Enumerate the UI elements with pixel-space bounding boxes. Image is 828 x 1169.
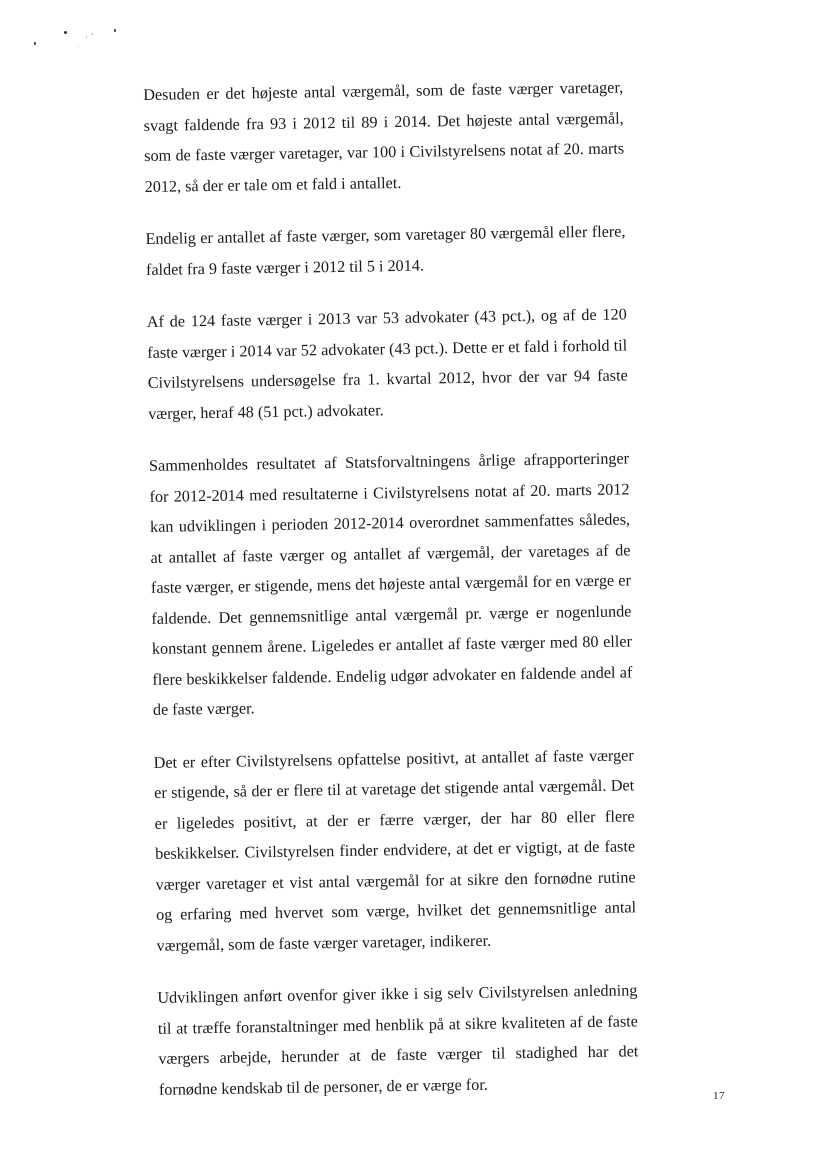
body-text xyxy=(143,72,639,1126)
scan-specks xyxy=(28,22,128,52)
scan-speck xyxy=(114,29,116,32)
scan-speck xyxy=(92,33,93,35)
paragraph: Endelig er antallet af faste værger, som varetager 80 værgemål eller flere, faldet fra 9 faste værger i 2012 til 5 i 2014. xyxy=(145,222,626,279)
paragraph: Af de 124 faste værger i 2013 var 53 advokater (43 pct.), og af de 120 faste værger i 2014 var 52 advokater (43 pct.). Dette er et fald i forhold til Civilstyrelsens undersøgelse fra 1. kvartal 2012, hvor der var 94 faste værger, heraf 48 (51 pct.) advokater. xyxy=(146,305,628,423)
scan-speck xyxy=(86,36,87,38)
scan-speck xyxy=(64,31,67,34)
paragraph: Det er efter Civilstyrelsens opfattelse positivt, at antallet af faste værger er stigende, så der er flere til at varetage det stigende antal værgemål. Det er ligeledes positivt, at der er færre værger, der har 80 eller flere beskikkelser. Civilstyrelsen finder endvidere, at det er vigtigt, at de faste værger varetager et vist antal værgemål for at sikre den fornødne rutine og erfaring med hvervet som værge, hvilket det gennemsnitlige antal værgemål, som de faste værger varetager, indikerer. xyxy=(153,745,637,955)
paragraph: Sammenholdes resultatet af Statsforvaltningens årlige afrapporteringer for 2012-2014 med resultaterne i Civilstyrelsens notat af 20. marts 2012 kan udviklingen i perioden 2012-2014 overordnet sammenfattes således, at antallet af faste værger og antallet af værgemål, der varetages af de faste værger, er stigende, mens det højeste antal værgemål for en værge er faldende. Det gennemsnitlige antal værgemål pr. værge er nogenlunde konstant gennem årene. Ligeledes er antallet af faste værger med 80 eller flere beskikkelser faldende. Endelig udgør advokater en faldende andel af de faste værger. xyxy=(148,449,633,719)
paragraph: Desuden er det højeste antal værgemål, som de faste værger varetager, svagt faldende fra 93 i 2012 til 89 i 2014. Det højeste antal værgemål, som de faste værger varetager, var 100 i Civilstyrelsens notat af 20. marts 2012, så der er tale om et fald i antallet. xyxy=(143,78,625,196)
page-number: 17 xyxy=(713,1090,725,1102)
scan-speck xyxy=(78,46,79,47)
scan-speck xyxy=(34,42,36,45)
paragraph: Udviklingen anført ovenfor giver ikke i sig selv Civilstyrelsen anledning til at træffe foranstaltninger med henblik på at sikre kvaliteten af de faste værgers arbejde, herunder at de faste værger til stadighed har det fornødne kendskab til de personer, de er værge for. xyxy=(157,981,639,1099)
